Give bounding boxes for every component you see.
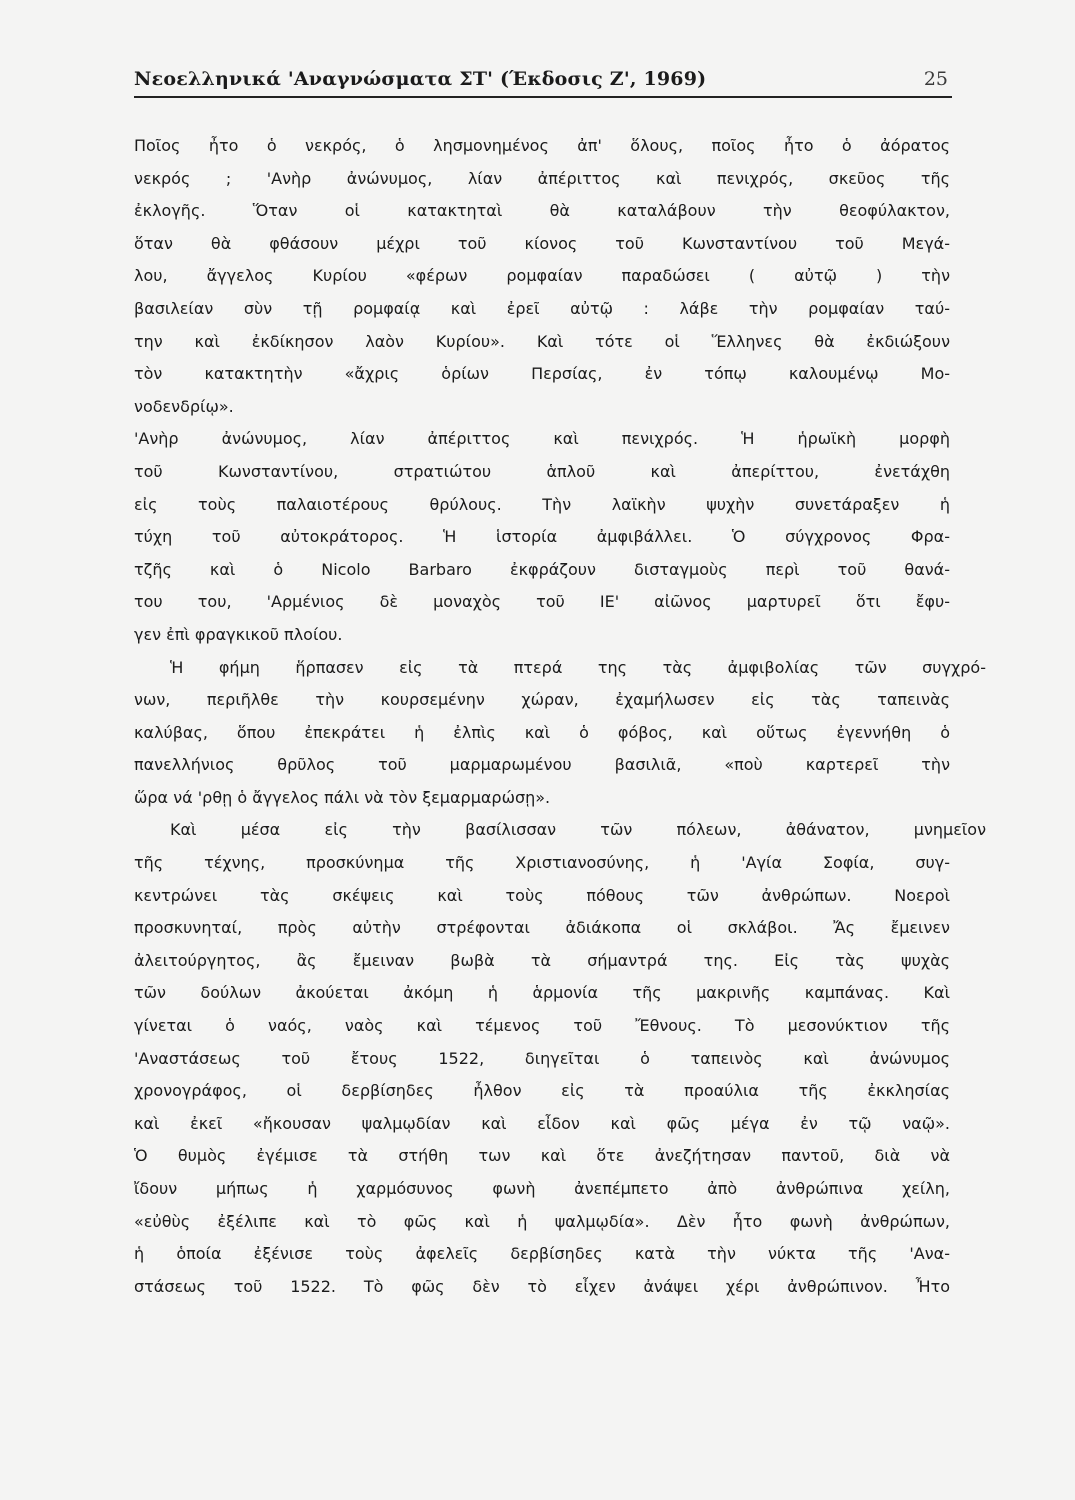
- text-line: Ποῖος ἦτο ὁ νεκρός, ὁ λησμονημένος ἀπ' ὅλους, ποῖος ἦτο ὁ ἀόρατος: [134, 136, 950, 155]
- text-line: την καὶ ἐκδίκησον λαὸν Κυρίου». Καὶ τότε οἱ Ἕλληνες θὰ ἐκδιώξουν: [134, 331, 950, 351]
- text-line: τοῦ Κωνσταντίνου, στρατιώτου ἁπλοῦ καὶ ἀπερίττου, ἐνετάχθη: [134, 461, 950, 481]
- text-line: ἴδουν μήπως ἡ χαρμόσυνος φωνὴ ἀνεπέμπετο ἀπὸ ἀνθρώπινα χείλη,: [134, 1179, 950, 1198]
- text-line: εἰς τοὺς παλαιοτέρους θρύλους. Τὴν λαϊκὴν ψυχὴν συνετάραξεν ἡ: [134, 494, 950, 514]
- page-number: 25: [923, 68, 948, 90]
- text-line: τὸν κατακτητὴν «ἄχρις ὁρίων Περσίας, ἐν τόπῳ καλουμένῳ Μο-: [134, 364, 950, 384]
- text-line: Καὶ μέσα εἰς τὴν βασίλισσαν τῶν πόλεων, ἀθάνατον, μνημεῖον: [170, 820, 986, 840]
- text-line: καλύβας, ὅπου ἐπεκράτει ἡ ἐλπὶς καὶ ὁ φόβος, καὶ οὕτως ἐγεννήθη ὁ: [134, 722, 950, 742]
- text-line: νοδενδρίῳ».: [134, 396, 234, 416]
- text-line: γεν ἐπὶ φραγκικοῦ πλοίου.: [134, 624, 343, 644]
- text-line: γίνεται ὁ ναός, ναὸς καὶ τέμενος τοῦ Ἔθνους. Τὸ μεσονύκτιον τῆς: [134, 1016, 950, 1036]
- paragraph: [134, 130, 972, 423]
- text-line: 'Αναστάσεως τοῦ ἔτους 1522, διηγεῖται ὁ ταπεινὸς καὶ ἀνώνυμος: [134, 1048, 950, 1068]
- text-line: κεντρώνει τὰς σκέψεις καὶ τοὺς πόθους τῶν ἀνθρώπων. Νοεροὶ: [134, 885, 950, 905]
- paragraph: [134, 423, 972, 651]
- paragraph: [134, 814, 986, 1303]
- text-line: ἀλειτούργητος, ἂς ἔμειναν βωβὰ τὰ σήμαντρά της. Εἰς τὰς ψυχὰς: [134, 950, 950, 970]
- text-line: του του, 'Αρμένιος δὲ μοναχὸς τοῦ ΙΕ' αἰῶνος μαρτυρεῖ ὅτι ἔφυ-: [134, 592, 950, 612]
- text-line: νων, περιῆλθε τὴν κουρσεμένην χώραν, ἐχαμήλωσεν εἰς τὰς ταπεινὰς: [134, 690, 950, 710]
- text-line: ἡ ὁποία ἐξένισε τοὺς ἀφελεῖς δερβίσηδες κατὰ τὴν νύκτα τῆς 'Ανα-: [134, 1244, 950, 1264]
- text-line: βασιλείαν σὺν τῇ ρομφαίᾳ καὶ ἐρεῖ αὐτῷ : λάβε τὴν ρομφαίαν ταύ-: [134, 298, 950, 318]
- text-line: νεκρός ; 'Ανὴρ ἀνώνυμος, λίαν ἀπέριττος καὶ πενιχρός, σκεῦος τῆς: [134, 168, 950, 188]
- paragraph: [134, 652, 986, 815]
- header-title: Νεοελληνικά 'Αναγνώσματα ΣΤ' (Έκδοσις Ζ', 1969): [134, 68, 707, 90]
- text-line: 'Ανὴρ ἀνώνυμος, λίαν ἀπέριττος καὶ πενιχρός. Ἡ ἡρωϊκὴ μορφὴ: [134, 429, 950, 449]
- text-line: ὥρα νά 'ρθῃ ὁ ἄγγελος πάλι νὰ τὸν ξεμαρμαρώσῃ».: [134, 787, 551, 807]
- text-line: Ἡ φήμη ἥρπασεν εἰς τὰ πτερά της τὰς ἀμφιβολίας τῶν συγχρό-: [170, 657, 986, 677]
- text-line: ὅταν θὰ φθάσουν μέχρι τοῦ κίονος τοῦ Κωνσταντίνου τοῦ Μεγά-: [134, 233, 950, 253]
- text-line: τῆς τέχνης, προσκύνημα τῆς Χριστιανοσύνης, ἡ 'Αγία Σοφία, συγ-: [134, 853, 950, 873]
- text-line: τύχη τοῦ αὐτοκράτορος. Ἡ ἱστορία ἀμφιβάλλει. Ὁ σύγχρονος Φρα-: [134, 527, 950, 547]
- text-line: τῶν δούλων ἀκούεται ἀκόμη ἡ ἁρμονία τῆς μακρινῆς καμπάνας. Καὶ: [134, 983, 950, 1003]
- text-line: χρονογράφος, οἱ δερβίσηδες ἦλθον εἰς τὰ προαύλια τῆς ἐκκλησίας: [134, 1081, 950, 1101]
- text-line: λου, ἄγγελος Κυρίου «φέρων ρομφαίαν παραδώσει ( αὐτῷ ) τὴν: [134, 266, 950, 286]
- text-line: στάσεως τοῦ 1522. Τὸ φῶς δὲν τὸ εἶχεν ἀνάψει χέρι ἀνθρώπινον. Ἦτο: [134, 1276, 950, 1296]
- header-rule: [134, 96, 952, 98]
- text-line: προσκυνηταί, πρὸς αὐτὴν στρέφονται ἀδιάκοπα οἱ σκλάβοι. Ἄς ἔμεινεν: [134, 918, 950, 938]
- text-line: «εὐθὺς ἐξέλιπε καὶ τὸ φῶς καὶ ἡ ψαλμῳδία». Δὲν ἦτο φωνὴ ἀνθρώπων,: [134, 1211, 950, 1231]
- text-line: Ὁ θυμὸς ἐγέμισε τὰ στήθη των καὶ ὅτε ἀνεζήτησαν παντοῦ, διὰ νὰ: [134, 1146, 950, 1166]
- text-line: καὶ ἐκεῖ «ἤκουσαν ψαλμῳδίαν καὶ εἶδον καὶ φῶς μέγα ἐν τῷ ναῷ».: [134, 1113, 950, 1133]
- text-line: ἐκλογῆς. Ὅταν οἱ κατακτηταὶ θὰ καταλάβουν τὴν θεοφύλακτον,: [134, 201, 950, 221]
- text-line: τζῆς καὶ ὁ Nicolo Barbaro ἐκφράζουν δισταγμοὺς περὶ τοῦ θανά-: [134, 559, 950, 579]
- text-line: πανελλήνιος θρῦλος τοῦ μαρμαρωμένου βασιλιᾶ, «ποὺ καρτερεῖ τὴν: [134, 755, 950, 775]
- body-text: [134, 130, 986, 1303]
- running-header: [134, 66, 952, 100]
